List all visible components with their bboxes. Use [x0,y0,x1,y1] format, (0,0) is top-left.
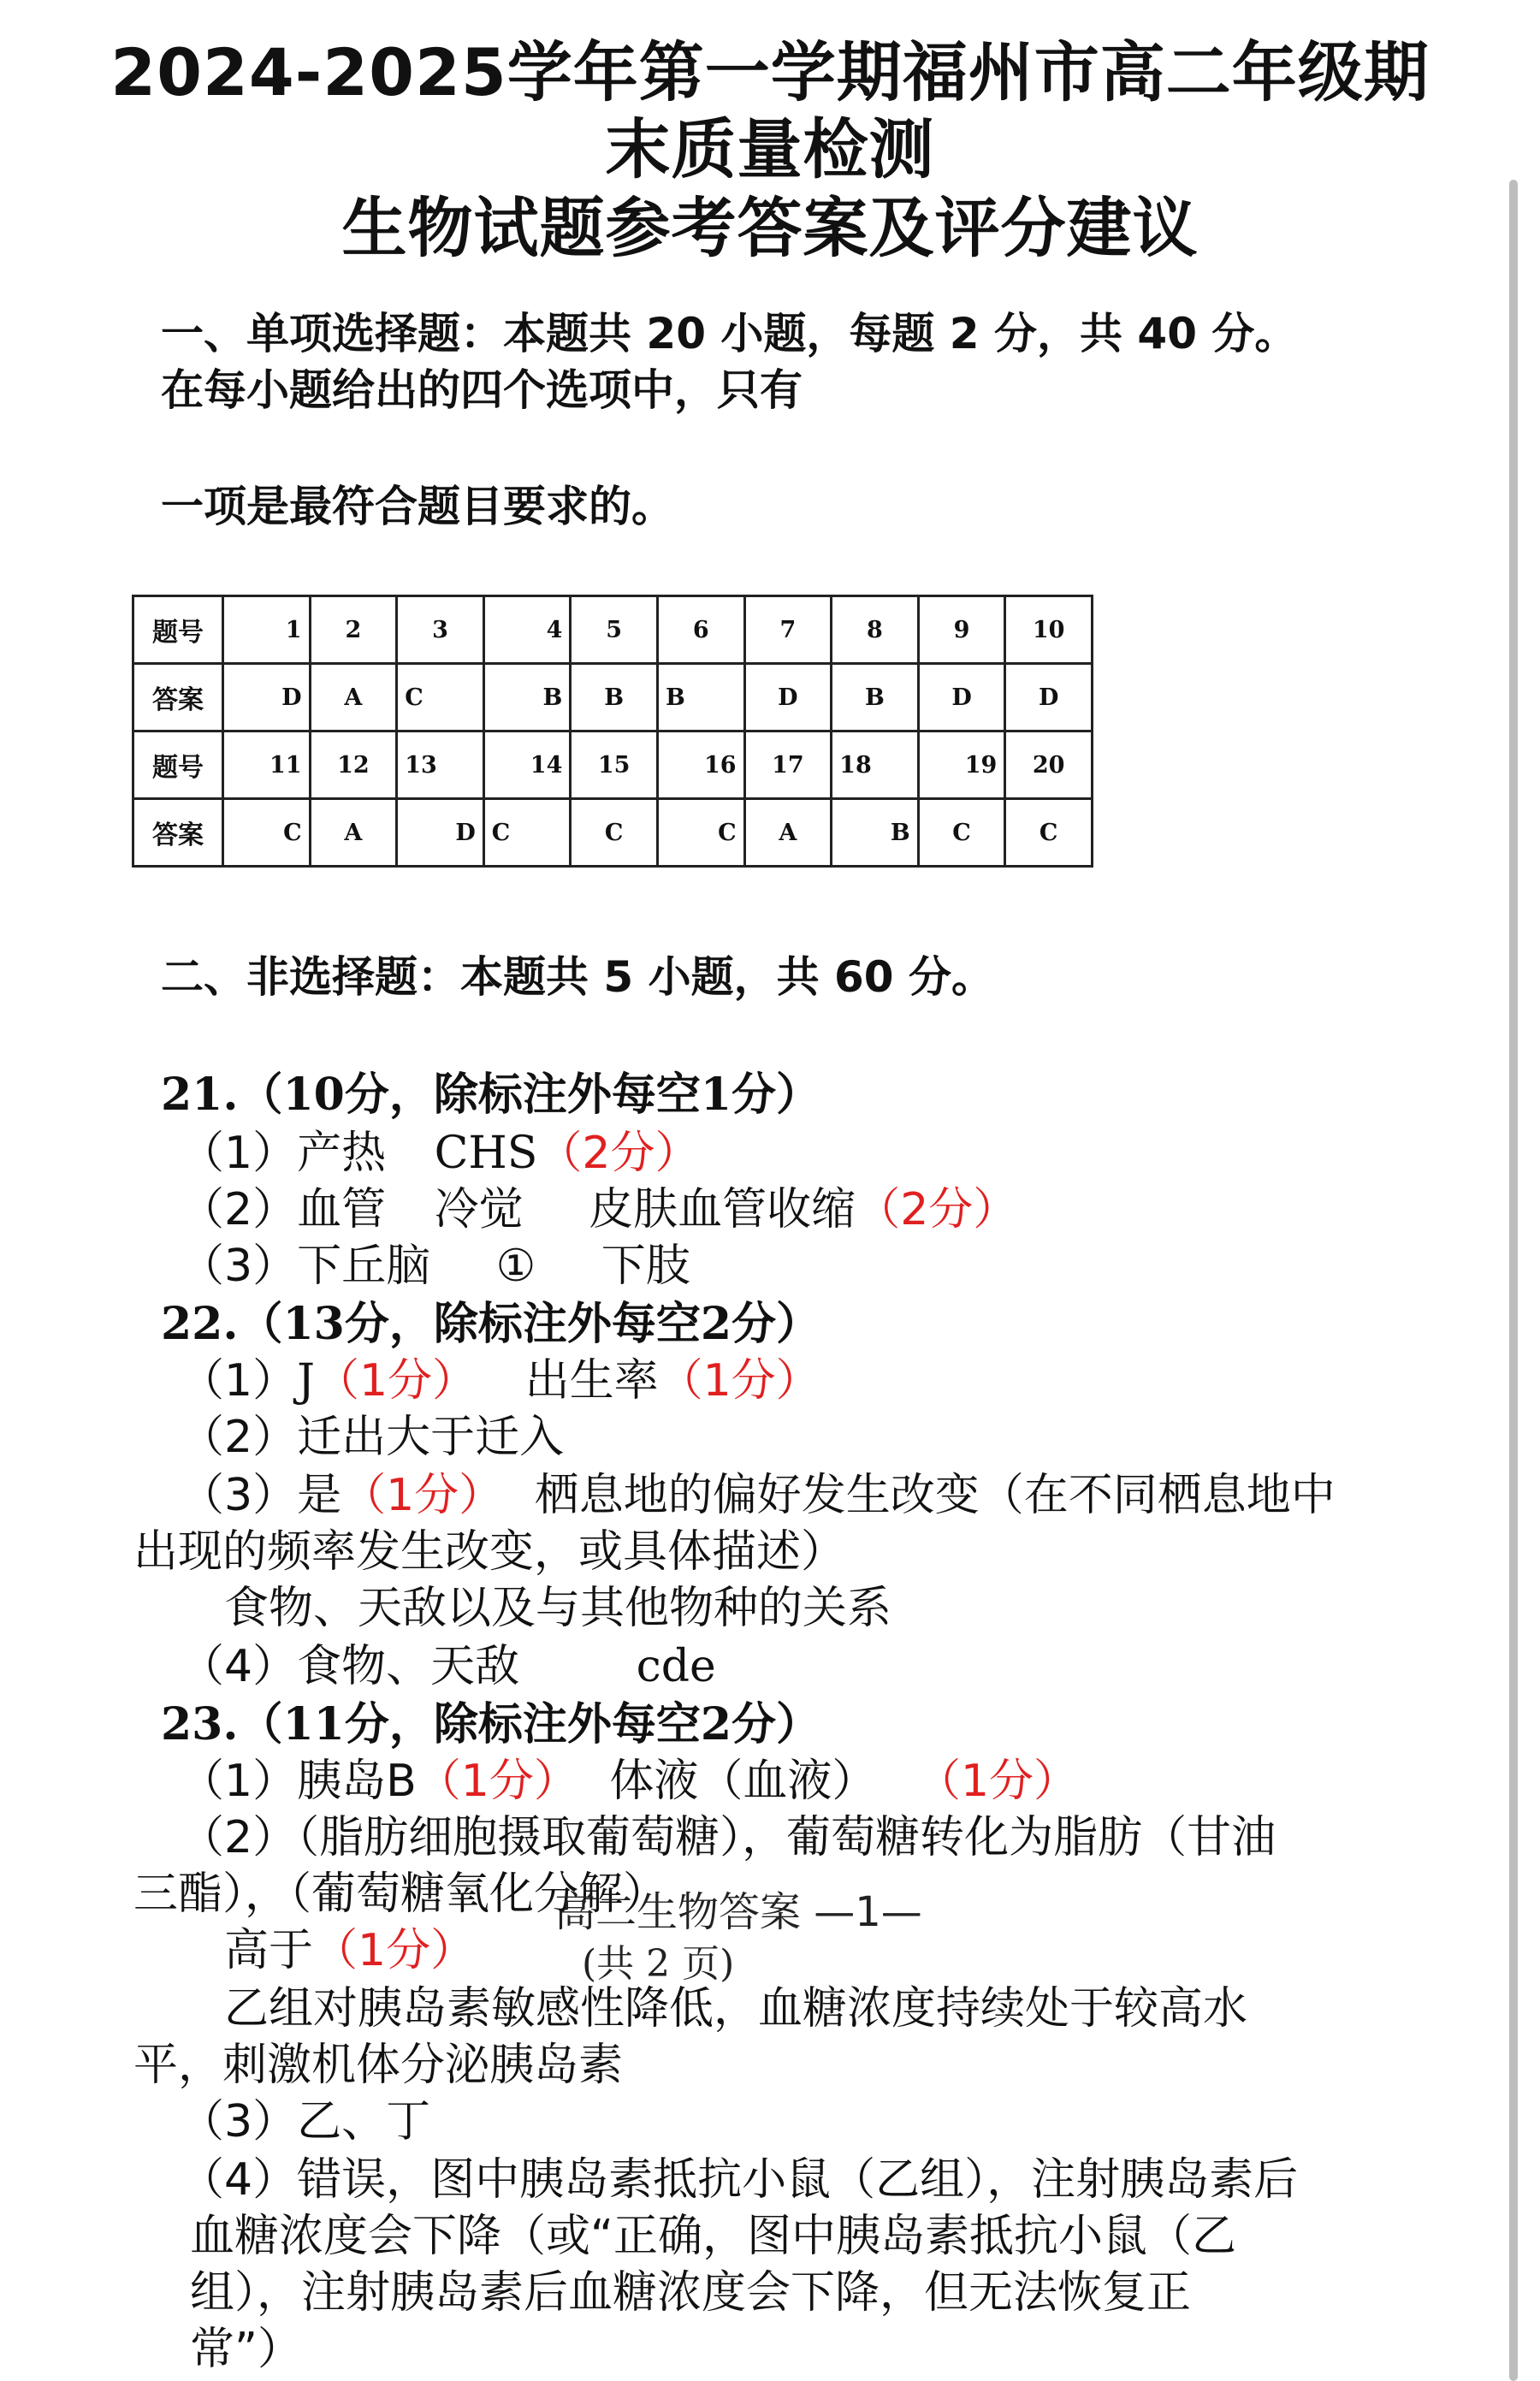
answer-text: 皮肤血管收缩 [589,1184,856,1235]
table-cell: A [744,799,832,867]
q22-heading: 22.（13分，除标注外每空2分） [161,1298,821,1350]
row-label: 题号 [133,596,223,664]
table-cell: D [397,799,484,867]
table-cell: 18 [832,731,919,799]
row-label: 题号 [133,731,223,799]
q23-answer-4-line2: 血糖浓度会下降（或“正确，图中胰岛素抵抗小鼠（乙 [190,2211,1236,2262]
answer-text: CHS [434,1128,538,1179]
q23-answer-2-line2: 三酯），（葡萄糖氧化分解） [133,1869,668,1920]
table-cell: 13 [397,731,484,799]
q22-answer-3-cont: 出现的频率发生改变，或具体描述） [133,1526,846,1578]
section1-line2: 在每小题给出的四个选项中，只有 [161,365,803,415]
score-note: （2分） [856,1184,1018,1235]
table-cell: B [657,664,744,731]
table-cell: 5 [571,596,658,664]
answer-text: J [297,1355,315,1407]
table-cell: 11 [223,731,311,799]
page-count: (共 2 页) [582,1942,735,1986]
q21-answer-2 [180,1182,1017,1237]
table-cell: D [744,664,832,731]
score-note: （1分） [314,1355,477,1407]
answer-text: 高于 [224,1925,314,1976]
table-cell: 8 [832,596,919,664]
title-line-2: 末质量检测 [605,111,935,187]
table-cell: D [1005,664,1093,731]
q21-answer-1 [180,1126,699,1181]
table-cell: C [223,799,311,867]
q22-answer-4 [180,1639,716,1694]
q23-answer-2-line4: 平，刺激机体分泌胰岛素 [133,2040,624,2091]
answer-text: 体液（血液） [609,1756,877,1807]
table-cell: C [918,799,1005,867]
row-label: 答案 [133,664,223,731]
score-note: （2分） [537,1128,700,1179]
table-cell: C [571,799,658,867]
table-row [133,731,1093,799]
table-cell: C [657,799,744,867]
table-row [133,596,1093,664]
table-cell: 9 [918,596,1005,664]
table-cell: 12 [310,731,397,799]
answer-label: （2）血管 [180,1184,387,1235]
score-note: （1分） [658,1355,820,1407]
answer-text: 下肢 [601,1241,690,1292]
score-note: （1分） [915,1756,1079,1807]
answer-text: ① [495,1241,536,1292]
score-note: （1分） [341,1470,504,1521]
q23-answer-3: （3）乙、丁 [180,2096,431,2147]
page-footer: 高二生物答案 —1— [554,1888,922,1936]
table-cell: C [483,799,571,867]
table-cell: C [1005,799,1093,867]
table-cell: 7 [744,596,832,664]
table-cell: 15 [571,731,658,799]
title-line-3: 生物试题参考答案及评分建议 [341,190,1199,266]
table-cell: 14 [483,731,571,799]
table-cell: 6 [657,596,744,664]
table-cell: D [223,664,311,731]
answer-label: （4）食物、天敌 [180,1641,520,1692]
answer-text: cde [636,1641,716,1692]
answer-label: （3）下丘脑 [180,1241,431,1292]
answer-text: 冷觉 [434,1184,524,1235]
table-cell: A [310,799,397,867]
table-cell: 1 [223,596,311,664]
title-line-1: 2024-2025学年第一学期福州市高二年级期 [110,34,1430,110]
q21-heading: 21.（10分，除标注外每空1分） [161,1069,821,1121]
table-cell: 16 [657,731,744,799]
section1-heading: 一、单项选择题：本题共 20 小题，每题 2 分，共 40 分。 [161,309,1298,358]
q22-answer-3-second: 食物、天敌以及与其他物种的关系 [224,1583,892,1634]
score-note: （1分） [313,1925,476,1976]
table-row [133,799,1093,867]
q22-answer-3 [180,1468,1336,1523]
table-cell: B [832,664,919,731]
section1-line3: 一项是最符合题目要求的。 [161,482,674,531]
q22-answer-2: （2）迁出大于迁入 [180,1412,565,1463]
q23-answer-4-line4: 常”） [190,2324,302,2375]
answer-label: （1）产热 [180,1128,387,1179]
q23-heading: 23.（11分，除标注外每空2分） [161,1698,821,1750]
score-note: （1分） [416,1756,578,1807]
answer-label: （1）胰岛B [180,1756,417,1807]
q21-answer-3 [180,1239,690,1294]
table-cell: 2 [310,596,397,664]
answer-text: 出生率 [524,1355,659,1407]
answer-label: （1） [180,1355,298,1407]
table-cell: B [571,664,658,731]
table-row [133,664,1093,731]
q23-answer-4-line1: （4）错误，图中胰岛素抵抗小鼠（乙组），注射胰岛素后 [180,2154,1299,2206]
table-cell: 4 [483,596,571,664]
vertical-scrollbar[interactable] [1509,180,1518,2381]
table-cell: 19 [918,731,1005,799]
row-label: 答案 [133,799,223,867]
q23-answer-2-line1: （2）（脂肪细胞摄取葡萄糖），葡萄糖转化为脂肪（甘油 [180,1812,1276,1863]
answer-table [132,595,1093,868]
table-cell: C [397,664,484,731]
table-cell: 17 [744,731,832,799]
table-cell: B [483,664,571,731]
table-cell: A [310,664,397,731]
answer-label: （3）是 [180,1470,342,1521]
table-cell: 3 [397,596,484,664]
q23-answer-1 [180,1754,1078,1809]
q23-answer-2-line3: 乙组对胰岛素敏感性降低，血糖浓度持续处于较高水 [224,1983,1248,2035]
table-cell: 20 [1005,731,1093,799]
section2-heading: 二、非选择题：本题共 5 小题，共 60 分。 [161,952,994,1002]
table-cell: D [918,664,1005,731]
table-cell: 10 [1005,596,1093,664]
q22-answer-1 [180,1353,820,1408]
q23-answer-2-higher [224,1923,475,1978]
q23-answer-4-line3: 组），注射胰岛素后血糖浓度会下降，但无法恢复正 [190,2267,1192,2319]
answer-text: 栖息地的偏好发生改变（在不同栖息地中 [534,1470,1336,1521]
table-cell: B [832,799,919,867]
